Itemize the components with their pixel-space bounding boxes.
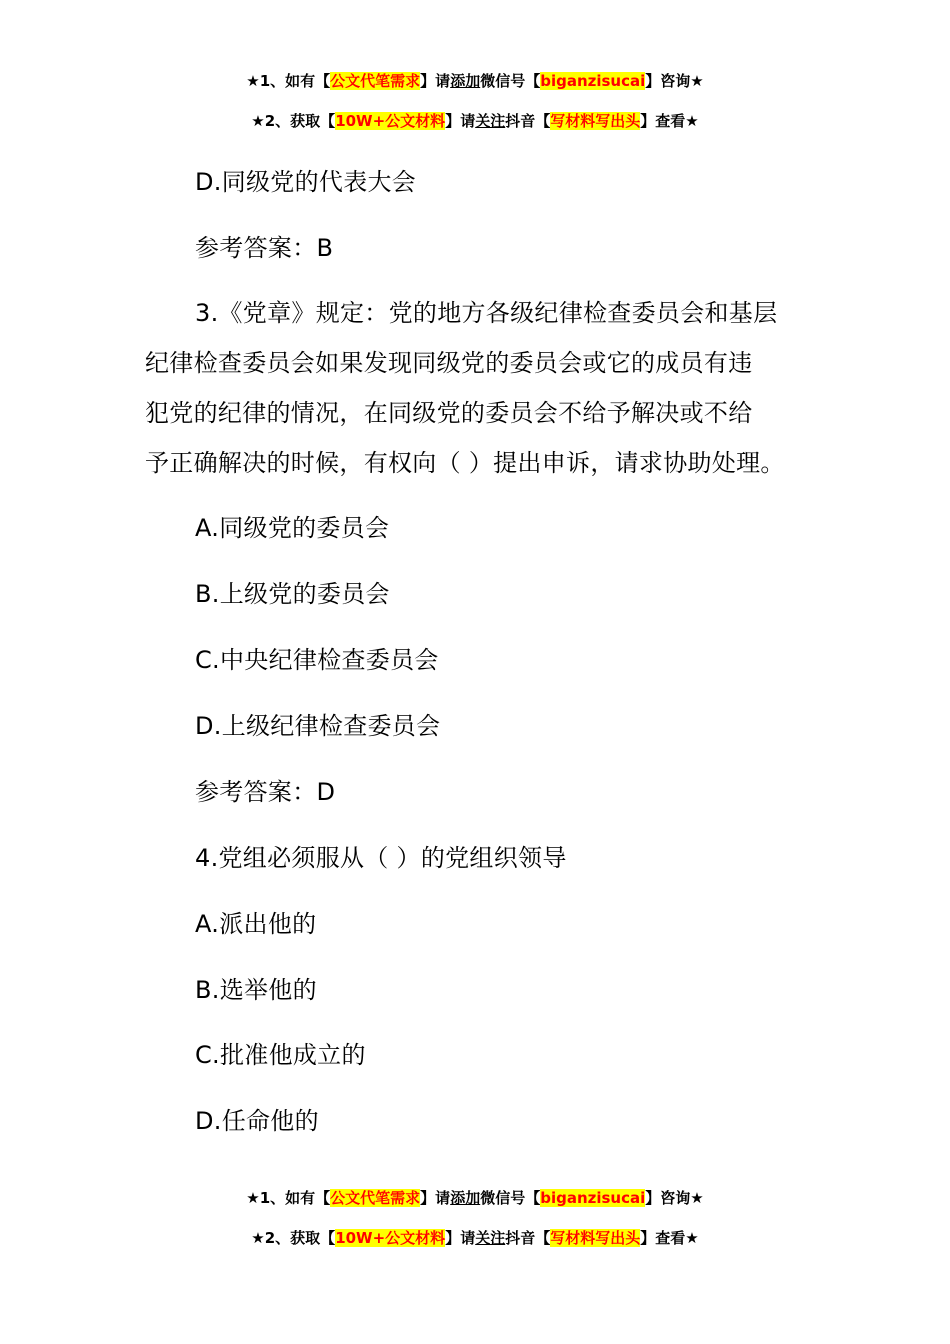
banner-underlined: 添加	[450, 1189, 481, 1207]
banner-underlined: 添加	[450, 72, 481, 90]
banner-highlight: 10W+公文材料	[335, 1229, 446, 1247]
banner-text: 】请	[420, 1189, 451, 1207]
banner-highlight: 公文代笔需求	[330, 1189, 421, 1207]
banner-text: ★2、获取【	[251, 112, 336, 130]
banner-text: 】请	[445, 1229, 476, 1247]
banner-underlined: 关注	[475, 112, 506, 130]
banner-text: 】请	[420, 72, 451, 90]
q4-option-a: A.派出他的	[195, 910, 317, 938]
q4-option-d: D.任命他的	[195, 1107, 319, 1135]
banner-highlight: 公文代笔需求	[330, 72, 421, 90]
banner-text: 】请	[445, 112, 476, 130]
banner-underlined: 关注	[475, 1229, 506, 1247]
q3-question	[145, 288, 810, 488]
banner-highlight: 10W+公文材料	[335, 112, 446, 130]
q4-question: 4.党组必须服从（ ）的党组织领导	[195, 844, 567, 872]
q3-answer: 参考答案：D	[195, 778, 336, 806]
banner-text: 】咨询★	[645, 72, 704, 90]
banner-text: ★2、获取【	[251, 1229, 336, 1247]
banner-highlight: biganzisucai	[540, 72, 646, 90]
q3-question-line: 予正确解决的时候，有权向（ ）提出申诉，请求协助处理。	[145, 449, 785, 477]
banner-text: 抖音【	[505, 1229, 551, 1247]
banner-highlight: biganzisucai	[540, 1189, 646, 1207]
footer-banner-line-2	[0, 1228, 950, 1248]
header-banner-line-1	[0, 71, 950, 91]
header-banner-line-2	[0, 111, 950, 131]
banner-text: 】查看★	[640, 112, 699, 130]
q4-option-b: B.选举他的	[195, 976, 317, 1004]
banner-text: 】查看★	[640, 1229, 699, 1247]
q2-answer: 参考答案：B	[195, 234, 334, 262]
banner-text: 微信号【	[480, 72, 541, 90]
banner-text: 微信号【	[480, 1189, 541, 1207]
banner-text: 】咨询★	[645, 1189, 704, 1207]
footer-banner-line-1	[0, 1188, 950, 1208]
q3-question-line: 犯党的纪律的情况，在同级党的委员会不给予解决或不给	[145, 399, 753, 427]
banner-text: ★1、如有【	[246, 1189, 331, 1207]
q4-option-c: C.批准他成立的	[195, 1041, 366, 1069]
q3-option-c: C.中央纪律检查委员会	[195, 646, 439, 674]
q3-option-a: A.同级党的委员会	[195, 514, 390, 542]
q3-option-d: D.上级纪律检查委员会	[195, 712, 441, 740]
q2-option-d: D.同级党的代表大会	[195, 168, 417, 196]
banner-highlight: 写材料写出头	[550, 112, 641, 130]
q3-option-b: B.上级党的委员会	[195, 580, 390, 608]
banner-text: 抖音【	[505, 112, 551, 130]
banner-text: ★1、如有【	[246, 72, 331, 90]
q3-question-line: 纪律检查委员会如果发现同级党的委员会或它的成员有违	[145, 349, 753, 377]
q3-question-line: 3.《党章》规定：党的地方各级纪律检查委员会和基层	[195, 299, 778, 327]
banner-highlight: 写材料写出头	[550, 1229, 641, 1247]
